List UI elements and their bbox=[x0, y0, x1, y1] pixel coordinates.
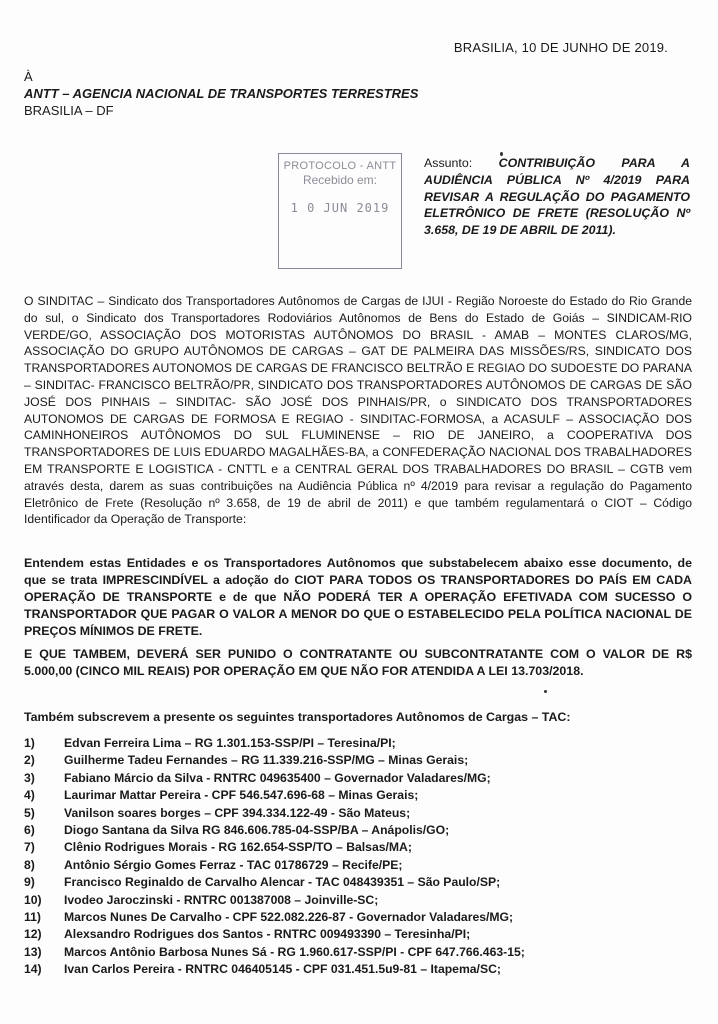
item-number: 5) bbox=[24, 805, 35, 820]
list-item bbox=[24, 770, 704, 787]
item-text: Antônio Sérgio Gomes Ferraz - TAC 01786729 – Recife/PE; bbox=[64, 857, 403, 872]
list-item bbox=[24, 752, 704, 769]
stamp-title: PROTOCOLO - ANTT bbox=[283, 160, 397, 172]
list-item bbox=[24, 874, 704, 891]
signatories-intro: Também subscrevem a presente os seguintes transportadores Autônomos de Cargas – TAC: bbox=[24, 710, 571, 724]
stamp-received-label: Recebido em: bbox=[302, 173, 378, 187]
item-number: 1) bbox=[24, 736, 35, 750]
list-item bbox=[24, 822, 704, 839]
item-number: 9) bbox=[24, 875, 35, 890]
item-number: 6) bbox=[24, 823, 35, 838]
list-item bbox=[24, 857, 704, 874]
recipient-location: BRASILIA – DF bbox=[24, 103, 114, 118]
item-number: 12) bbox=[24, 927, 42, 942]
item-text: Marcos Nunes De Carvalho - CPF 522.082.226-87 - Governador Valadares/MG; bbox=[64, 910, 514, 925]
signatories-list bbox=[24, 735, 704, 979]
penalty-paragraph: E QUE TAMBEM, DEVERÁ SER PUNIDO O CONTRATANTE OU SUBCONTRATANTE COM O VALOR DE R$ 5.000,00 (CINCO MIL REAIS) POR OPERAÇÃO EM QUE NÃO FOR ATENDIDA A LEI 13.703/2018. bbox=[24, 647, 692, 678]
item-text: Vanilson soares borges – CPF 394.334.122-49 - São Mateus; bbox=[64, 805, 411, 820]
list-item bbox=[24, 735, 704, 752]
item-text: Laurimar Mattar Pereira - CPF 546.547.696-68 – Minas Gerais; bbox=[64, 788, 419, 803]
document-date: BRASILIA, 10 DE JUNHO DE 2019. bbox=[453, 40, 668, 55]
list-item bbox=[24, 892, 704, 909]
list-item bbox=[24, 839, 704, 856]
item-number: 14) bbox=[24, 962, 42, 977]
item-text: Guilherme Tadeu Fernandes – RG 11.339.216-SSP/MG – Minas Gerais; bbox=[64, 753, 469, 768]
protocol-stamp bbox=[278, 153, 402, 269]
item-number: 8) bbox=[24, 857, 35, 872]
item-number: 3) bbox=[24, 770, 35, 785]
item-text: Francisco Reginaldo de Carvalho Alencar - TAC 048439351 – São Paulo/SP; bbox=[64, 875, 501, 890]
recipient-prefix: À bbox=[24, 69, 33, 84]
recipient-block bbox=[24, 68, 418, 119]
item-number: 10) bbox=[24, 892, 42, 907]
item-text: Marcos Antônio Barbosa Nunes Sá - RG 1.960.617-SSP/PI - CPF 647.766.463-15; bbox=[64, 944, 525, 959]
item-text: Diogo Santana da Silva RG 846.606.785-04-SSP/BA – Anápolis/GO; bbox=[64, 823, 450, 838]
list-item bbox=[24, 961, 704, 978]
item-number: 2) bbox=[24, 753, 35, 768]
item-number: 4) bbox=[24, 788, 35, 803]
item-text: Clênio Rodrigues Morais - RG 162.654-SSP/TO – Balsas/MA; bbox=[64, 840, 412, 855]
item-text: Alexsandro Rodrigues dos Santos - RNTRC 009493390 – Teresinha/PI; bbox=[64, 927, 471, 942]
recipient-organization: ANTT – AGENCIA NACIONAL DE TRANSPORTES TERRESTRES bbox=[24, 86, 419, 101]
list-item bbox=[24, 926, 704, 943]
item-text: Edvan Ferreira Lima – RG 1.301.153-SSP/PI – Teresina/PI; bbox=[64, 736, 396, 750]
item-number: 13) bbox=[24, 944, 42, 959]
item-number: 11) bbox=[24, 910, 41, 925]
stamp-date: 1 0 JUN 2019 bbox=[290, 201, 390, 215]
list-item bbox=[24, 787, 704, 804]
subject-block bbox=[424, 155, 690, 239]
item-text: Ivodeo Jaroczinski - RNTRC 001387008 – Joinville-SC; bbox=[64, 892, 379, 907]
item-text: Fabiano Márcio da Silva - RNTRC 049635400 – Governador Valadares/MG; bbox=[64, 770, 491, 785]
item-number: 7) bbox=[24, 840, 35, 855]
subject-text: CONTRIBUIÇÃO PARA A AUDIÊNCIA PÚBLICA Nº 4/2019 PARA REVISAR A REGULAÇÃO DO PAGAMENTO ELETRÔNICO DE FRETE (RESOLUÇÃO Nº 3.658, DE 19 DE ABRIL DE 2011). bbox=[424, 156, 690, 238]
list-item bbox=[24, 944, 704, 961]
subject-label: Assunto: bbox=[424, 156, 473, 170]
item-text: Ivan Carlos Pereira - RNTRC 046405145 - CPF 031.451.5u9-81 – Itapema/SC; bbox=[64, 962, 501, 977]
list-item bbox=[24, 805, 704, 822]
list-item bbox=[24, 909, 704, 926]
scan-speck bbox=[544, 690, 547, 693]
intro-paragraph: O SINDITAC – Sindicato dos Transportadores Autônomos de Cargas de IJUI - Região Noroeste do Estado do Rio Grande do sul, o Sindicato dos Transportadores Rodoviários Autônomos de Bens do Estado de Goiás – SINDICAM-RIO VERDE/GO, ASSOCIAÇÃO DOS MOTORISTAS AUTÔNOMOS DO BRASIL - AMAB – MONTES CLAROS/MG, ASSOCIAÇÃO DO GRUPO AUTÔNOMOS DE CARGAS – GAT DE PALMEIRA DAS MISSÕES/RS, SINDICATO DOS TRANSPORTADORES AUTONOMOS DE CARGAS DE FRANCISCO BELTRÃO E REGIAO DO SUDOESTE DO PARANA – SINDITAC- FRANCISCO BELTRÃO/PR, SINDICATO DOS TRANSPORTADORES AUTÔNOMOS DE CARGAS DE SÃO JOSÉ DOS PINHAIS – SINDITAC- SÃO JOSÉ DOS PINHAIS/PR, o SINDICATO DOS TRANSPORTADORES AUTONOMOS DE CARGAS DE FORMOSA E REGIAO - SINDITAC-FORMOSA, a ACASULF – ASSOCIAÇÃO DOS CAMINHONEIROS AUTÔNOMOS DO SUL FLUMINENSE – RIO DE JANEIRO, a COOPERATIVA DOS TRANSPORTADORES DE LUIS EDUARDO MAGALHÃES-BA, a CONFEDERAÇÃO NACIONAL DOS TRABALHADORES EM TRANSPORTE E LOGISTICA - CNTTL e a CENTRAL GERAL DOS TRABALHADORES DO BRASIL – CGTB vem através desta, darem as suas contribuições na Audiência Pública nº 4/2019 para revisar a regulação do Pagamento Eletrônico de Frete (Resolução nº 3.658, de 19 de abril de 2011) e que também regulamentará o CIOT – Código Identificador da Operação de Transporte: bbox=[24, 294, 692, 527]
scan-speck bbox=[500, 152, 503, 156]
position-paragraph: Entendem estas Entidades e os Transportadores Autônomos que substabelecem abaixo esse documento, de que se trata IMPRESCINDÍVEL a adoção do CIOT PARA TODOS OS TRANSPORTADORES DO PAÍS EM CADA OPERAÇÃO DE TRANSPORTE e de que NÃO PODERÁ TER A OPERAÇÃO EFETIVADA COM SUCESSO O TRANSPORTADOR QUE PAGAR O VALOR A MENOR DO QUE O ESTABELECIDO PELA POLÍTICA NACIONAL DE PREÇOS MÍNIMOS DE FRETE. bbox=[24, 556, 692, 638]
